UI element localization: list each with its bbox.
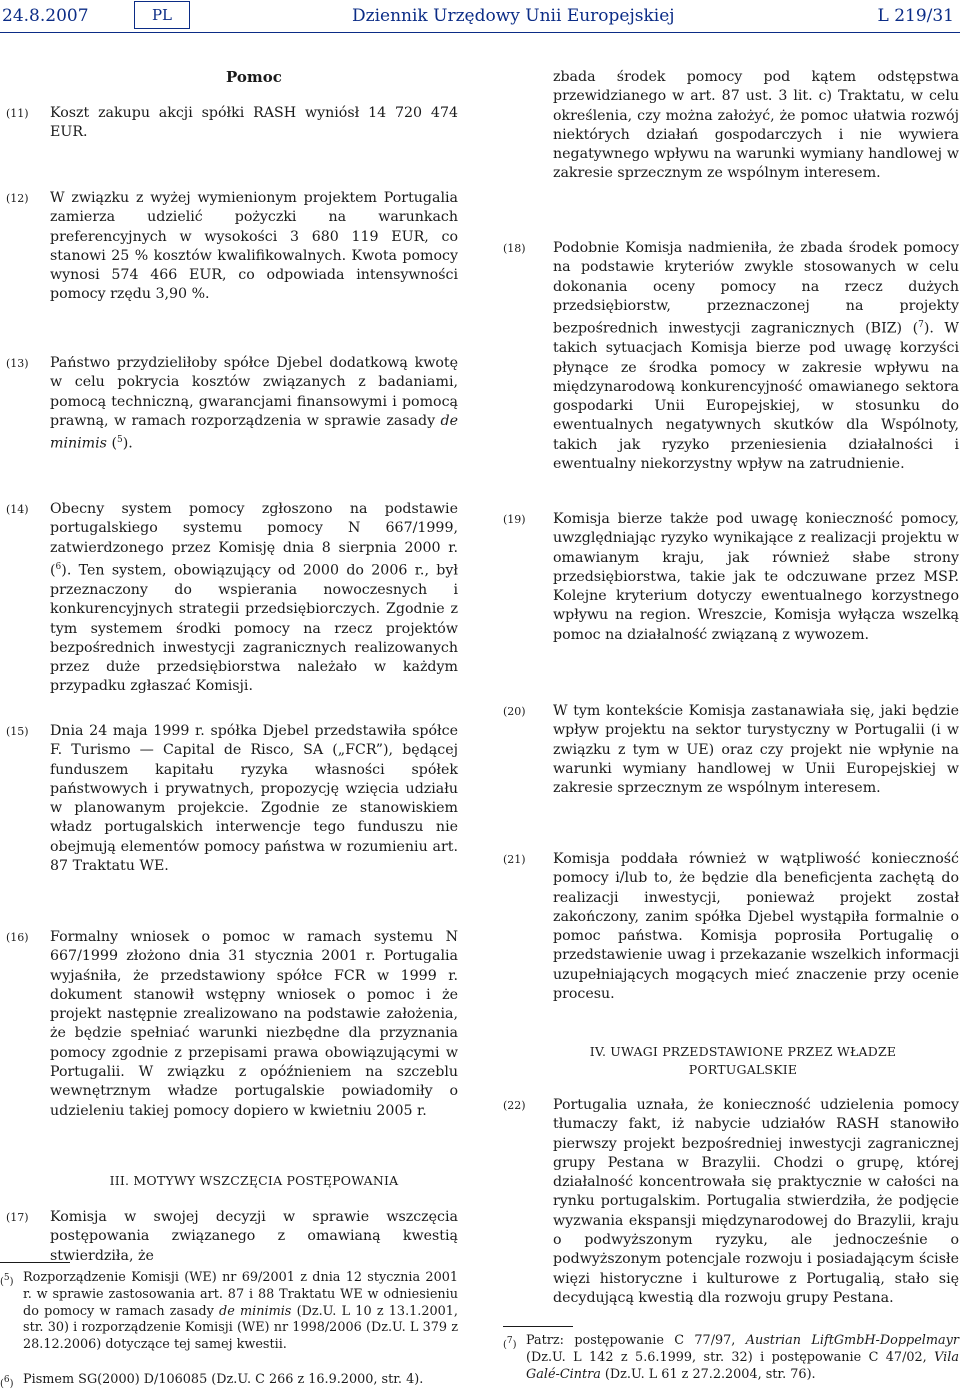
paragraph-number: (12) (6, 192, 29, 205)
page-header (0, 0, 960, 38)
footnote-rule (0, 1262, 70, 1263)
header-rule (0, 32, 960, 33)
footnote-text: Pismem SG(2000) D/106085 (Dz.U. C 266 z 16.9.2000, str. 4). (23, 1372, 424, 1387)
section-heading-pomoc: Pomoc (226, 68, 282, 86)
paragraph-number: (15) (6, 725, 29, 738)
paragraph-number: (17) (6, 1211, 29, 1224)
footnote-mark: ($^7$) (503, 1336, 517, 1351)
paragraph-text: W związku z wyżej wymienionym projektem Portugalia zamierza udzielić pożyczki na warunkach preferencyjnych w wysokości 3 680 119 EUR, co stanowi 25 % kosztów kwalifikowalnych. Kwota pomocy wynosi 574 466 EUR, co odpowiada intensywności pomocy rzędu 3,90 %. (50, 190, 458, 303)
footnote-mark: ($^6$) (0, 1375, 14, 1390)
footnote-5 (0, 1270, 458, 1354)
paragraph-text: Koszt zakupu akcji spółki RASH wyniósł 14 720 474 EUR. (50, 105, 458, 141)
footnote-ref[interactable]: 7 (918, 320, 924, 331)
footnote-rule (503, 1326, 573, 1327)
language-badge: PL (134, 1, 190, 29)
paragraph-text: Podobnie Komisja nadmieniła, że zbada środek pomocy na podstawie kryteriów zwykle stosowanych w celu dokonania oceny pomocy na rzecz dużych przedsiębiorstw, przeznaczonej na projekty bezpośrednich inwestycji zagranicznych (BIZ) ($^7$). W takich sytuacjach Komisja bierze pod uwagę korzyści płynące ze środka pomocy w zakresie wpływu na międzynarodową konkurencyjność omawianego sektora gospodarki Unii Europejskiej, w stosunku do ewentualnych negatywnych skutków dla Wspólnoty, takich jak ryzyko przeniesienia działalności i ewentualny niekorzystny wpływ na zatrudnienie. (553, 240, 960, 472)
paragraph-number: (18) (503, 242, 526, 255)
journal-title: Dziennik Urzędowy Unii Europejskiej (352, 6, 675, 26)
paragraph-13 (0, 354, 458, 454)
footnote-mark: ($^5$) (0, 1273, 14, 1288)
paragraph-18 (503, 239, 959, 474)
page-reference: L 219/31 (877, 6, 954, 26)
footnote-6 (0, 1372, 458, 1389)
paragraph-17 (0, 1208, 458, 1266)
paragraph-text: zbada środek pomocy pod kątem odstępstwa przewidzianego w art. 87 ust. 3 lit. c) Traktatu, w celu określenia, czy można założyć, że pomoc ułatwia rozwój niektórych działań gospodarczych i nie wywiera negatywnego wpływu na warunki wymiany handlowej w zakresie sprzecznym ze wspólnym interesem. (553, 69, 959, 182)
paragraph-12 (0, 189, 458, 305)
paragraph-number: (11) (6, 107, 29, 120)
paragraph-number: (19) (503, 513, 526, 526)
paragraph-number: (13) (6, 357, 29, 370)
paragraph-15 (0, 722, 458, 876)
paragraph-19 (503, 510, 959, 645)
continued-paragraph (503, 68, 959, 184)
paragraph-text: Formalny wniosek o pomoc w ramach systemu N 667/1999 złożono dnia 31 stycznia 2001 r. Portugalia wyjaśniła, że przedstawiony spółce FCR w 1999 r. dokument stanowił wstępny wniosek o pomoc i że projekt następnie zrealizowano na podstawie założenia, że będzie spełniać warunki niezbędne dla przyznania pomocy zgodnie z przepisami prawa obowiązującymi w Portugalii. W związku z opóźnieniem na szczeblu wewnętrznym władze portugalskie powiadomiły o udzieleniu takiej pomocy dopiero w kwietniu 2005 r. (50, 929, 458, 1119)
footnote-text: Rozporządzenie Komisji (WE) nr 69/2001 z dnia 12 stycznia 2001 r. w sprawie zastosowania art. 87 i 88 Traktatu WE w odniesieniu do pomocy w ramach zasady de minimis (Dz.U. L 10 z 13.1.2001, str. 30) i rozporządzenie Komisji (WE) nr 1998/2006 (Dz.U. L 379 z 28.12.2006) dotyczące tej samej kwestii. (23, 1270, 458, 1353)
publication-date: 24.8.2007 (2, 6, 89, 26)
footnote-ref[interactable]: 5 (116, 435, 123, 446)
paragraph-text: Państwo przydzieliłoby spółce Djebel dodatkową kwotę w celu pokrycia kosztów związanych z badaniami, pomocą techniczną, gwarancjami finansowymi i pomocą prawną, w ramach rozporządzenia w sprawie zasady de minimis ($^5$). (50, 355, 458, 452)
paragraph-14 (0, 500, 458, 697)
paragraph-text: Obecny system pomocy zgłoszono na podstawie portugalskiego systemu pomocy N 667/1999, zatwierdzonego przez Komisję dnia 8 sierpnia 2000 r. ($^6$). Ten system, obowiązujący od 2000 do 2006 r., był przeznaczony do wspierania nowoczesnych i konkurencyjnych strategii przedsiębiorczych. Zgodnie z tym systemem środki pomocy na rzecz projektów bezpośrednich inwestycji zagranicznych realizowanych przez duże przedsiębiorstwa należało w każdym przypadku zgłaszać Komisji. (50, 501, 458, 695)
paragraph-number: (21) (503, 853, 526, 866)
paragraph-text: Dnia 24 maja 1999 r. spółka Djebel przedstawiła spółce F. Turismo — Capital de Risco, SA („FCR”), będącej funduszem kapitału ryzyka własności spółek państwowych i prywatnych, propozycję wzięcia udziału w planowanym projekcie. Zgodnie ze stanowiskiem władz portugalskich interwencje tego funduszu nie obejmują elementów pomocy państwa w rozumieniu art. 87 Traktatu WE. (50, 723, 458, 875)
paragraph-number: (22) (503, 1099, 526, 1112)
paragraph-16 (0, 928, 458, 1121)
paragraph-20 (503, 702, 959, 798)
paragraph-text: Komisja bierze także pod uwagę konieczność pomocy, uwzględniając ryzyko wynikające z realizacji projektu w omawianym kraju, jak również słabe strony przedsiębiorstwa, takie jak te odczuwane przez MSP. Kolejne kryterium dotyczy ewentualnego korzystnego wpływu na region. Wreszcie, Komisja wyłącza wszelką pomoc na działalność związaną z wywozem. (553, 511, 959, 643)
paragraph-number: (16) (6, 931, 29, 944)
paragraph-22 (503, 1096, 959, 1308)
footnote-text: Patrz: postępowanie C 77/97, Austrian LiftGmbH-Doppelmayr (Dz.U. L 142 z 5.6.1999, str. 32) i postępowanie C 47/02, Vila Galé-Cintra (Dz.U. L 61 z 27.2.2004, str. 76). (526, 1333, 959, 1382)
paragraph-number: (20) (503, 705, 526, 718)
paragraph-21 (503, 850, 959, 1004)
paragraph-11 (0, 104, 458, 143)
section-heading-iv: IV. UWAGI PRZEDSTAWIONE PRZEZ WŁADZE PORTUGALSKIE (589, 1044, 897, 1077)
paragraph-number: (14) (6, 503, 29, 516)
paragraph-text: Komisja poddała również w wątpliwość konieczność pomocy i/lub to, że będzie dla beneficjenta zachętą do realizacji inwestycji, ponieważ projekt został zakończony, zanim spółka Djebel wystąpiła formalnie o pomoc państwa. Komisja poprosiła Portugalię o przedstawienie uwag i przekazanie wszelkich informacji uzupełniających mogących mieć znaczenie przy ocenie procesu. (553, 851, 959, 1003)
section-heading-iii: III. MOTYWY WSZCZĘCIA POSTĘPOWANIA (109, 1173, 399, 1188)
footnote-7 (503, 1333, 959, 1383)
paragraph-text: W tym kontekście Komisja zastanawiała się, jaki będzie wpływ projektu na sektor turystyczny w Portugalii (i w związku z tym w UE) oraz czy projekt nie wpłynie na warunki wymiany handlowej w Unii Europejskiej w zakresie sprzecznym ze wspólnym interesem. (553, 703, 959, 797)
footnote-ref[interactable]: 6 (55, 561, 62, 572)
paragraph-text: Komisja w swojej decyzji w sprawie wszczęcia postępowania związanego z omawianą kwestią stwierdziła, że (50, 1209, 458, 1264)
paragraph-text: Portugalia uznała, że konieczność udzielenia pomocy tłumaczy fakt, iż nabycie udziałów RASH stanowiło pierwszy projekt bezpośredniej inwestycji zagranicznej grupy Pestana w Brazylii. Chodzi o grupę, której działalność koncentrowała się praktycznie w całości na rynku portugalskim. Portugalia stwierdziła, że podjęcie wyzwania ekspansji międzynarodowej do Brazylii, kraju o podwyższonym ryzyku, ale jednocześnie o podwyższonym potencjale rozwoju i posiadającym ścisłe więzi historyczne i kulturowe z Portugalią, stało się decydującą kwestią dla rozwoju grupy Pestana. (553, 1097, 959, 1306)
